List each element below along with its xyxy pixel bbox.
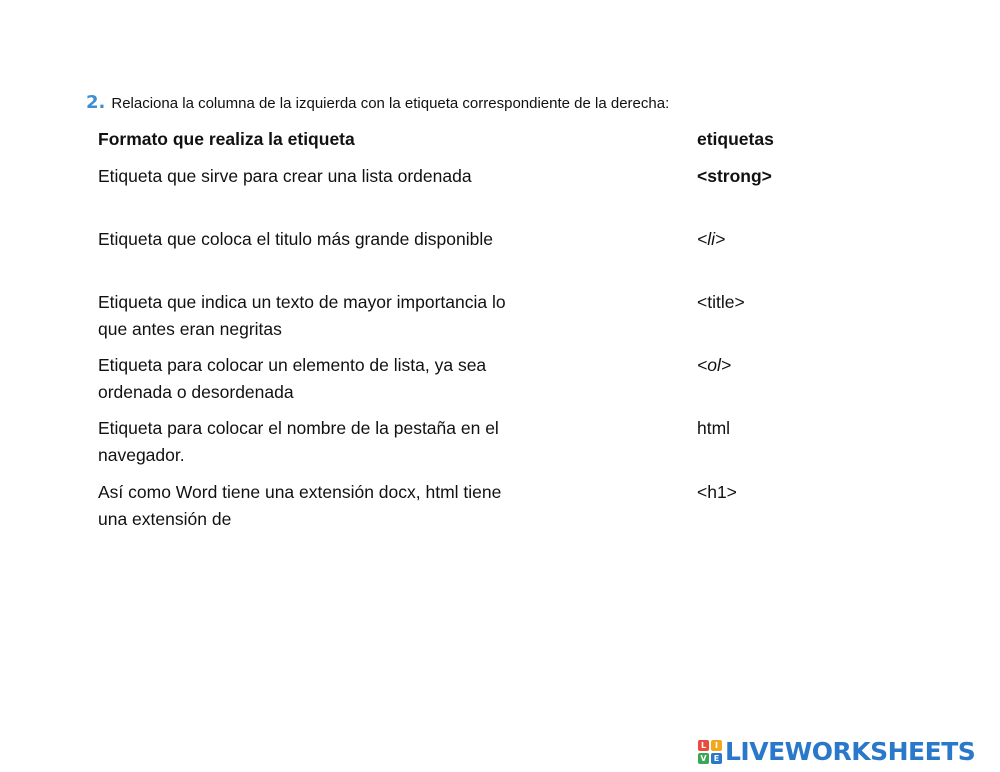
format-description: Etiqueta para colocar el nombre de la pestaña en el navegador.	[98, 418, 499, 465]
tag-option: <ol>	[697, 355, 732, 375]
tag-option: <title>	[697, 292, 745, 312]
logo-blocks-icon	[698, 740, 722, 764]
format-description: Etiqueta para colocar un elemento de lista, ya sea ordenada o desordenada	[98, 355, 487, 402]
format-description: Etiqueta que coloca el titulo más grande disponible	[98, 229, 493, 249]
tag-option: html	[697, 418, 731, 438]
question-heading	[86, 92, 669, 113]
tag-option: <li>	[697, 229, 726, 249]
question-instruction: Relaciona la columna de la izquierda con la etiqueta correspondiente de la derecha:	[111, 95, 670, 112]
logo-block-e: E	[711, 753, 722, 764]
tag-option: <h1>	[697, 482, 737, 502]
liveworksheets-logo	[698, 738, 975, 766]
logo-wordmark: LIVEWORKSHEETS	[725, 737, 976, 766]
format-description: Así como Word tiene una extensión docx, html tiene una extensión de	[98, 482, 502, 529]
format-description: Etiqueta que sirve para crear una lista ordenada	[98, 166, 472, 186]
left-column-header: Formato que realiza la etiqueta	[98, 129, 355, 149]
tag-option: <strong>	[697, 166, 772, 186]
logo-block-i: I	[711, 740, 722, 751]
right-column-header: etiquetas	[697, 129, 774, 149]
logo-block-v: V	[698, 753, 709, 764]
logo-block-l: L	[698, 740, 709, 751]
format-description: Etiqueta que indica un texto de mayor importancia lo que antes eran negritas	[98, 292, 506, 339]
question-number: 2.	[86, 92, 106, 113]
